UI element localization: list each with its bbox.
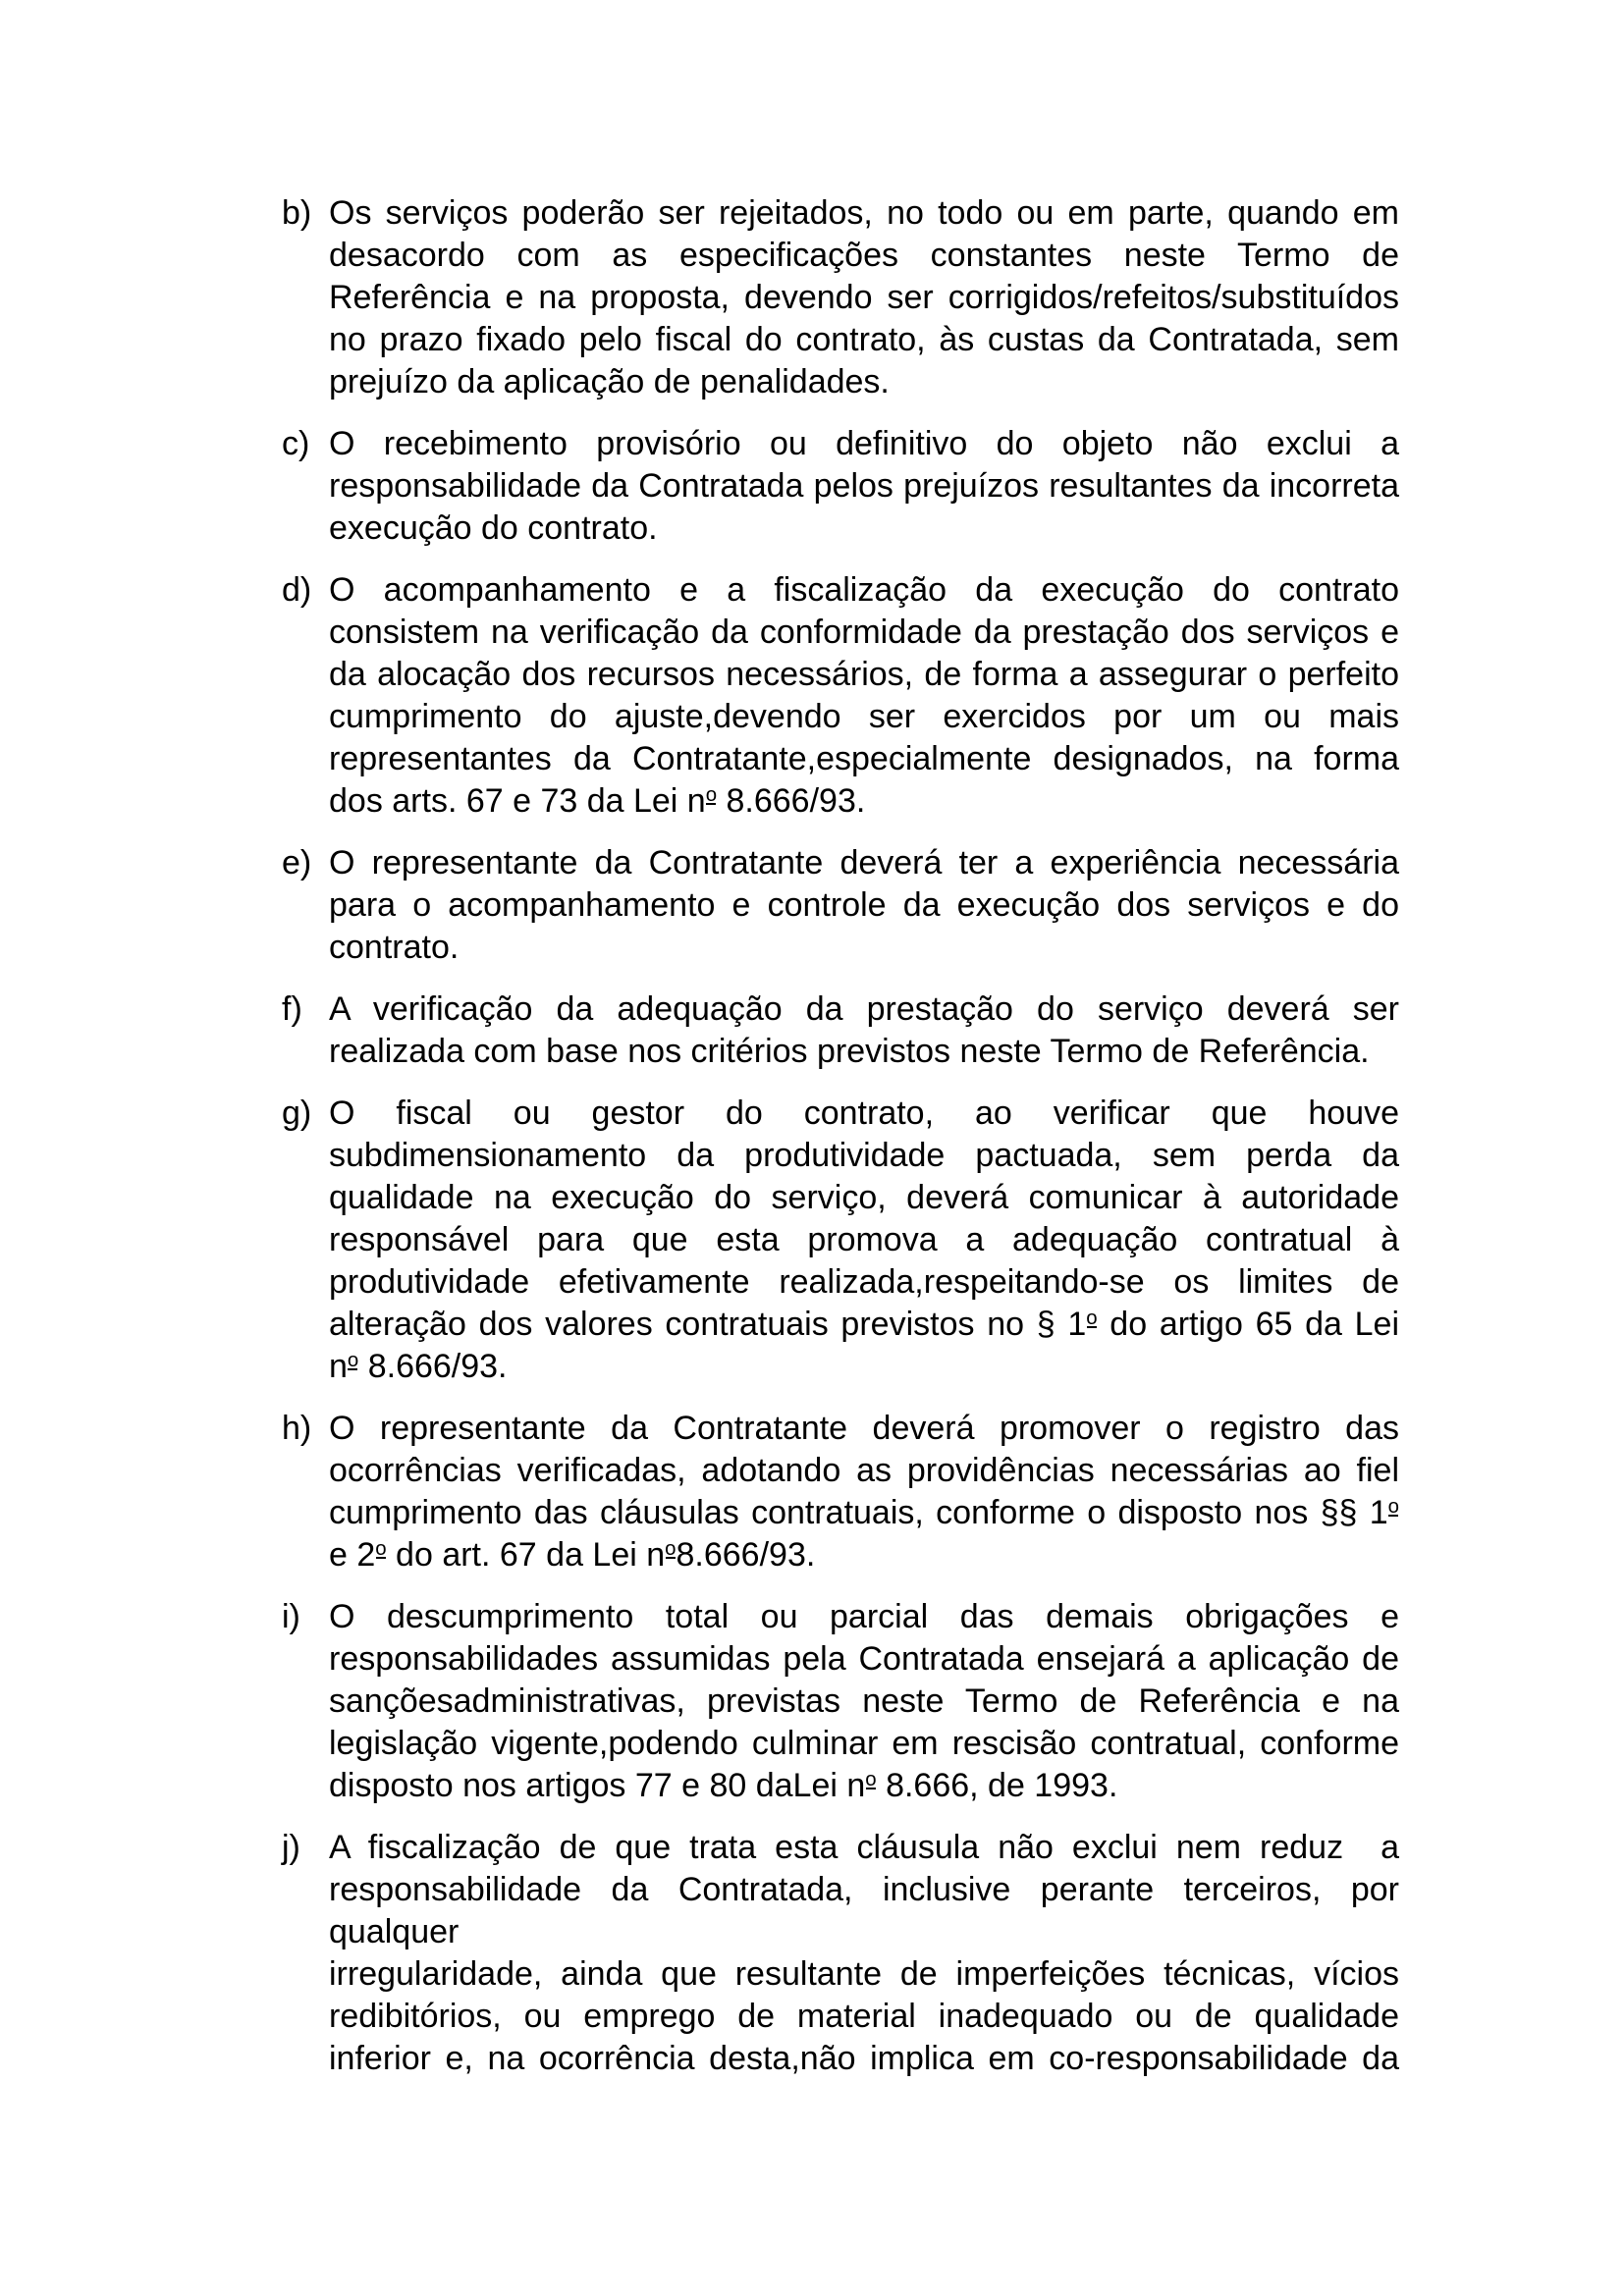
ordinal-indicator: o <box>375 1537 387 1560</box>
clause-label-e: e) <box>282 844 312 881</box>
clause-item-b <box>282 192 1409 403</box>
clause-text-i: O descumprimento total ou parcial das demais obrigações e responsabilidades assumidas pela Contratada ensejará a aplicação de sançõesadministrativas, previstas neste Termo de Referência e na legislação vigente,podendo culminar em rescisão contratual, conforme disposto nos artigos 77 e 80 daLei $n^o$ 8.666, de 1993. <box>329 1598 1409 1804</box>
ordinal-indicator: o <box>1387 1495 1399 1518</box>
clause-label-c: c) <box>282 425 310 462</box>
ordinal-indicator: o <box>1086 1307 1098 1329</box>
clause-body-e <box>329 842 1409 969</box>
clause-text-g: O fiscal ou gestor do contrato, ao verificar que houve subdimensionamento da produtividade pactuada, sem perda da qualidade na execução do serviço, deverá comunicar à autoridade responsável para que esta promova a adequação contratual à produtividade efetivamente realizada,respeitando-se os limites de alteração dos valores contratuais previstos no § 1$^o$ do artigo 65 da Lei $n^o$ 8.666/93. <box>329 1095 1409 1385</box>
clause-text-h: O representante da Contratante deverá promover o registro das ocorrências verificadas, adotando as providências necessárias ao fiel cumprimento das cláusulas contratuais, conforme o disposto nos §§ 1$^o$ e 2$^o$ do art. 67 da Lei $n^o8.666/93$. <box>329 1410 1409 1574</box>
clause-body-g <box>329 1093 1409 1388</box>
clause-label-i: i) <box>282 1598 300 1635</box>
clause-body-b <box>329 192 1409 403</box>
clause-label-f: f) <box>282 990 302 1028</box>
clause-item-h <box>282 1408 1409 1576</box>
clause-body-j <box>329 1827 1409 2080</box>
clause-item-c <box>282 423 1409 550</box>
clause-body-c <box>329 423 1409 550</box>
clause-text-j-part1: A fiscalização de que trata esta cláusula não exclui nem reduz a responsabilidade da Contratada, inclusive perante terceiros, por qualquer <box>329 1829 1409 1950</box>
clause-text-j-part2: irregularidade, ainda que resultante de imperfeições técnicas, vícios redibitórios, ou emprego de material inadequado ou de qualidade inferior e, na ocorrência desta,não implica em co-responsabilidade da <box>329 1955 1409 2077</box>
clause-item-j <box>282 1827 1409 2080</box>
clause-body-i <box>329 1596 1409 1807</box>
clause-label-g: g) <box>282 1095 312 1132</box>
clause-text-e: O representante da Contratante deverá ter a experiência necessária para o acompanhamento e controle da execução dos serviços e do contrato. <box>329 844 1409 966</box>
clause-body-f <box>329 988 1409 1073</box>
clause-label-h: h) <box>282 1410 312 1447</box>
clause-text-f: A verificação da adequação da prestação do serviço deverá ser realizada com base nos critérios previstos neste Termo de Referência. <box>329 990 1409 1070</box>
ordinal-indicator: o <box>347 1349 359 1371</box>
clause-item-f <box>282 988 1409 1073</box>
clause-body-d <box>329 569 1409 823</box>
clause-label-d: d) <box>282 571 312 609</box>
clause-text-d: O acompanhamento e a fiscalização da execução do contrato consistem na verificação da conformidade da prestação dos serviços e da alocação dos recursos necessários, de forma a assegurar o perfeito cumprimento do ajuste,devendo ser exercidos por um ou mais representantes da Contratante,especialmente designados, na forma dos arts. 67 e 73 da Lei $n^o$ 8.666/93. <box>329 571 1409 820</box>
clause-item-g <box>282 1093 1409 1388</box>
clause-label-b: b) <box>282 194 312 232</box>
ordinal-indicator: o <box>665 1537 677 1560</box>
clause-item-e <box>282 842 1409 969</box>
clause-item-i <box>282 1596 1409 1807</box>
clause-item-d <box>282 569 1409 823</box>
ordinal-indicator: o <box>705 783 718 806</box>
ordinal-indicator: o <box>865 1768 877 1790</box>
clause-text-c: O recebimento provisório ou definitivo do objeto não exclui a responsabilidade da Contratada pelos prejuízos resultantes da incorreta execução do contrato. <box>329 425 1409 547</box>
clause-body-h <box>329 1408 1409 1576</box>
clause-label-j: j) <box>282 1829 300 1866</box>
clause-text-b: Os serviços poderão ser rejeitados, no todo ou em parte, quando em desacordo com as especificações constantes neste Termo de Referência e na proposta, devendo ser corrigidos/refeitos/substituídos no prazo fixado pelo fiscal do contrato, às custas da Contratada, sem prejuízo da aplicação de penalidades. <box>329 194 1409 400</box>
